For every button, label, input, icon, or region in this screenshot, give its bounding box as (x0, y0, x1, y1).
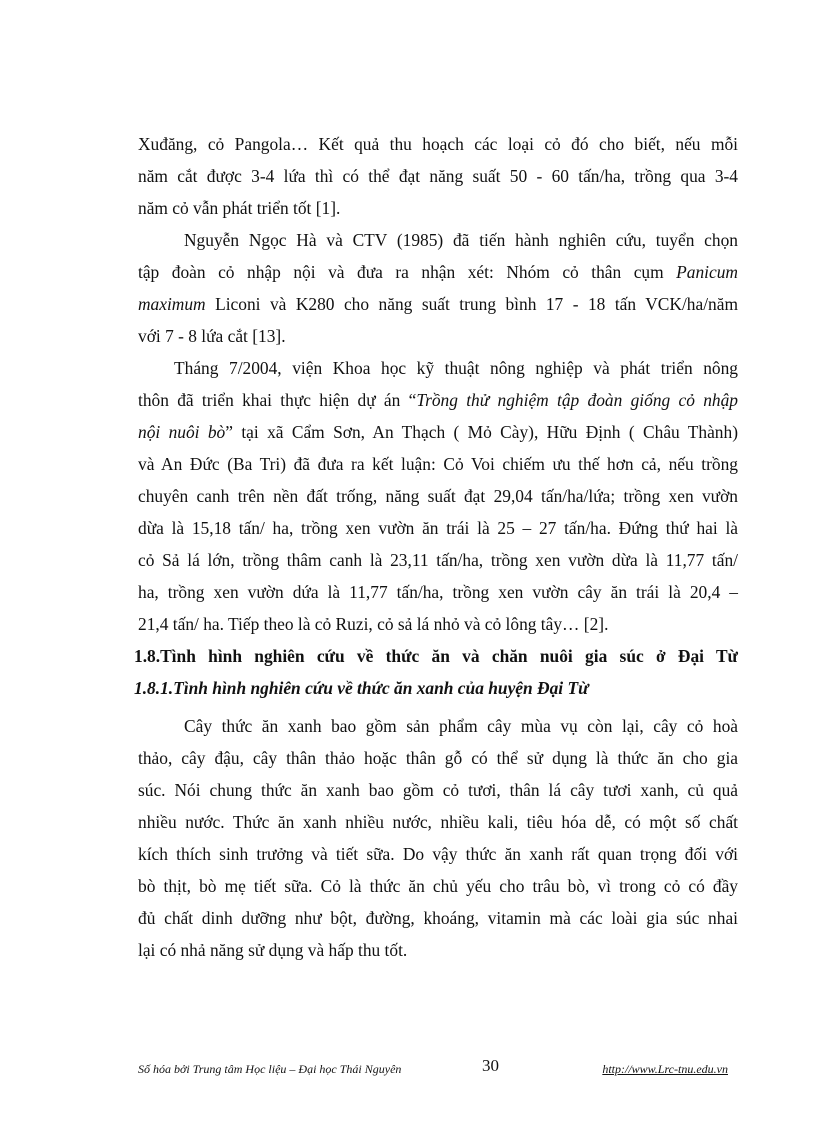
paragraph-line: Xuđăng, cỏ Pangola… Kết quả thu hoạch các loại cỏ đó cho biết, nếu mỗi (138, 134, 738, 154)
paragraph-3 (138, 352, 738, 640)
paragraph-line: Nguyễn Ngọc Hà và CTV (1985) đã tiến hành nghiên cứu, tuyển chọn (184, 230, 738, 250)
paragraph-line: súc. Nói chung thức ăn xanh bao gồm cỏ tươi, thân lá cây tươi xanh, củ quả (138, 780, 738, 800)
paragraph-1 (138, 128, 738, 224)
paragraph-line: và An Đức (Ba Tri) đã đưa ra kết luận: Cỏ Voi chiếm ưu thế hơn cả, nếu trồng (138, 454, 738, 474)
paragraph-line: Tháng 7/2004, viện Khoa học kỹ thuật nông nghiệp và phát triển nông (174, 358, 738, 378)
paragraph-line (138, 416, 738, 448)
page-content (134, 128, 738, 966)
paragraph-line: nhiều nước. Thức ăn xanh nhiều nước, nhiều kali, tiêu hóa dễ, có một số chất (138, 812, 738, 832)
paragraph-line: năm cỏ vẫn phát triển tốt [1]. (138, 198, 341, 218)
page-number: 30 (482, 1056, 499, 1075)
paragraph-line: cỏ Sả lá lớn, trồng thâm canh là 23,11 tấn/ha, trồng xen vườn dừa là 11,77 tấn/ (138, 550, 738, 570)
paragraph-4 (138, 710, 738, 966)
paragraph-line: ha, trồng xen vườn dứa là 11,77 tấn/ha, trồng xen vườn cây ăn trái là 20,4 – (138, 582, 738, 602)
subsection-heading: 1.8.1.Tình hình nghiên cứu về thức ăn xanh của huyện Đại Từ (134, 678, 589, 698)
paragraph-line (138, 288, 738, 320)
text-run: Liconi và K280 cho năng suất trung bình 17 - 18 tấn VCK/ha/năm (205, 294, 738, 314)
paragraph-line (138, 384, 738, 416)
italic-project-title: Trồng thử nghiệm tập đoàn giống cỏ nhập (416, 390, 738, 410)
footer-link[interactable]: http://www.Lrc-tnu.edu.vn (602, 1062, 728, 1076)
paragraph-2 (138, 224, 738, 352)
italic-species-name: maximum (138, 294, 206, 314)
section-heading: 1.8.Tình hình nghiên cứu về thức ăn và chăn nuôi gia súc ở Đại Từ (134, 646, 738, 666)
paragraph-line: Cây thức ăn xanh bao gồm sản phẩm cây mùa vụ còn lại, cây cỏ hoà (184, 716, 738, 736)
paragraph-line: 21,4 tấn/ ha. Tiếp theo là cỏ Ruzi, cỏ sả lá nhỏ và cỏ lông tây… [2]. (138, 614, 609, 634)
paragraph-line: thảo, cây đậu, cây thân thảo hoặc thân gỗ có thể sử dụng là thức ăn cho gia (138, 748, 738, 768)
paragraph-line (138, 256, 738, 288)
paragraph-line: năm cắt được 3-4 lứa thì có thể đạt năng suất 50 - 60 tấn/ha, trồng qua 3-4 (138, 166, 738, 186)
paragraph-line: đủ chất dinh dưỡng như bột, đường, khoáng, vitamin mà các loài gia súc nhai (138, 908, 738, 928)
italic-species-name: Panicum (676, 262, 738, 282)
paragraph-line: chuyên canh trên nền đất trống, năng suất đạt 29,04 tấn/ha/lứa; trồng xen vườn (138, 486, 738, 506)
page-footer (138, 1058, 728, 1080)
paragraph-line: lại có nhả năng sử dụng và hấp thu tốt. (138, 940, 408, 960)
text-run: tập đoàn cỏ nhập nội và đưa ra nhận xét: Nhóm cỏ thân cụm (138, 262, 677, 282)
text-run: ” tại xã Cẩm Sơn, An Thạch ( Mỏ Cày), Hữu Định ( Châu Thành) (225, 422, 738, 442)
text-run: thôn đã triển khai thực hiện dự án “ (138, 390, 417, 410)
paragraph-line: với 7 - 8 lứa cắt [13]. (138, 326, 286, 346)
paragraph-line: bò thịt, bò mẹ tiết sữa. Cỏ là thức ăn chủ yếu cho trâu bò, vì trong cỏ có đầy (138, 876, 738, 896)
italic-project-title: nội nuôi bò (138, 422, 226, 442)
footer-credit: Số hóa bởi Trung tâm Học liệu – Đại học Thái Nguyên (138, 1062, 402, 1076)
paragraph-line: kích thích sinh trưởng và tiết sữa. Do vậy thức ăn xanh rất quan trọng đối với (138, 844, 738, 864)
paragraph-line: dừa là 15,18 tấn/ ha, trồng xen vườn ăn trái là 25 – 27 tấn/ha. Đứng thứ hai là (138, 518, 738, 538)
